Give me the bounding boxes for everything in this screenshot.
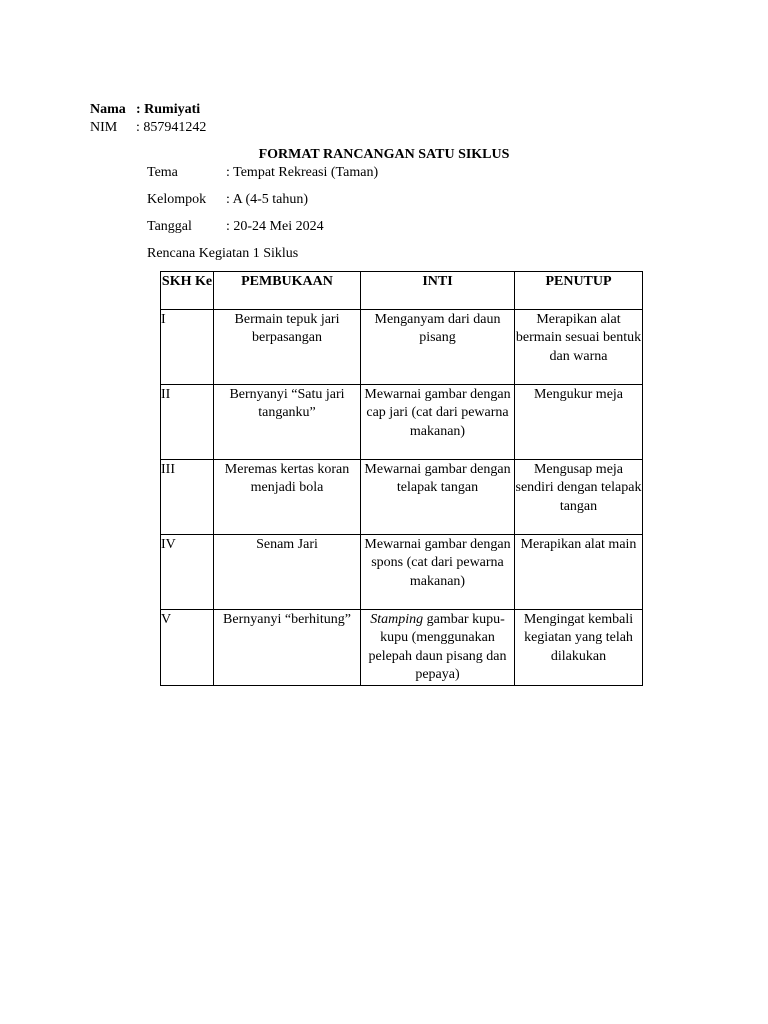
cell-penutup: Merapikan alat main xyxy=(515,535,643,610)
cell-pembukaan: Bernyanyi “berhitung” xyxy=(214,610,361,686)
cell-skh: III xyxy=(161,460,214,535)
kelompok-value: : A (4-5 tahun) xyxy=(226,192,309,207)
info-kelompok xyxy=(147,191,308,209)
cell-pembukaan: Meremas kertas koran menjadi bola xyxy=(214,460,361,535)
header-penutup: PENUTUP xyxy=(515,272,643,310)
activity-plan-table xyxy=(160,271,643,686)
table-row xyxy=(161,610,643,686)
table-row xyxy=(161,385,643,460)
header-inti: INTI xyxy=(361,272,515,310)
info-tema xyxy=(147,164,378,182)
name-value: : Rumiyati xyxy=(136,102,201,117)
cell-penutup: Mengusap meja sendiri dengan telapak tangan xyxy=(515,460,643,535)
info-tanggal xyxy=(147,218,324,236)
cell-inti: Mewarnai gambar dengan cap jari (cat dari pewarna makanan) xyxy=(361,385,515,460)
plan-heading: Rencana Kegiatan 1 Siklus xyxy=(147,246,299,261)
tema-label: Tema xyxy=(147,165,178,180)
inti-text: gambar kupu-kupu (menggunakan pelepah daun pisang dan pepaya) xyxy=(368,612,507,683)
cell-inti: Menganyam dari daun pisang xyxy=(361,310,515,385)
name-label: Nama xyxy=(90,102,126,117)
cell-skh: IV xyxy=(161,535,214,610)
table-row xyxy=(161,460,643,535)
tanggal-label: Tanggal xyxy=(147,219,192,234)
cell-pembukaan: Bermain tepuk jari berpasangan xyxy=(214,310,361,385)
tanggal-value: : 20-24 Mei 2024 xyxy=(226,219,324,234)
cell-penutup: Mengingat kembali kegiatan yang telah dilakukan xyxy=(515,610,643,686)
cell-skh: II xyxy=(161,385,214,460)
header-skh: SKH Ke xyxy=(161,272,214,310)
cell-skh: I xyxy=(161,310,214,385)
student-nim-line xyxy=(90,119,206,137)
cell-skh: V xyxy=(161,610,214,686)
nim-value: : 857941242 xyxy=(136,120,207,135)
tema-value: : Tempat Rekreasi (Taman) xyxy=(226,165,379,180)
cell-inti xyxy=(361,610,515,686)
inti-italic-term: Stamping xyxy=(370,612,424,627)
cell-inti: Mewarnai gambar dengan spons (cat dari pewarna makanan) xyxy=(361,535,515,610)
cell-pembukaan: Bernyanyi “Satu jari tanganku” xyxy=(214,385,361,460)
kelompok-label: Kelompok xyxy=(147,192,207,207)
nim-label: NIM xyxy=(90,120,118,135)
cell-penutup: Merapikan alat bermain sesuai bentuk dan warna xyxy=(515,310,643,385)
table-row xyxy=(161,310,643,385)
cell-pembukaan: Senam Jari xyxy=(214,535,361,610)
cell-penutup: Mengukur meja xyxy=(515,385,643,460)
document-title: FORMAT RANCANGAN SATU SIKLUS xyxy=(258,147,510,162)
table-header-row xyxy=(161,272,643,310)
table-row xyxy=(161,535,643,610)
header-pembukaan: PEMBUKAAN xyxy=(214,272,361,310)
cell-inti: Mewarnai gambar dengan telapak tangan xyxy=(361,460,515,535)
student-name-line xyxy=(90,101,200,119)
